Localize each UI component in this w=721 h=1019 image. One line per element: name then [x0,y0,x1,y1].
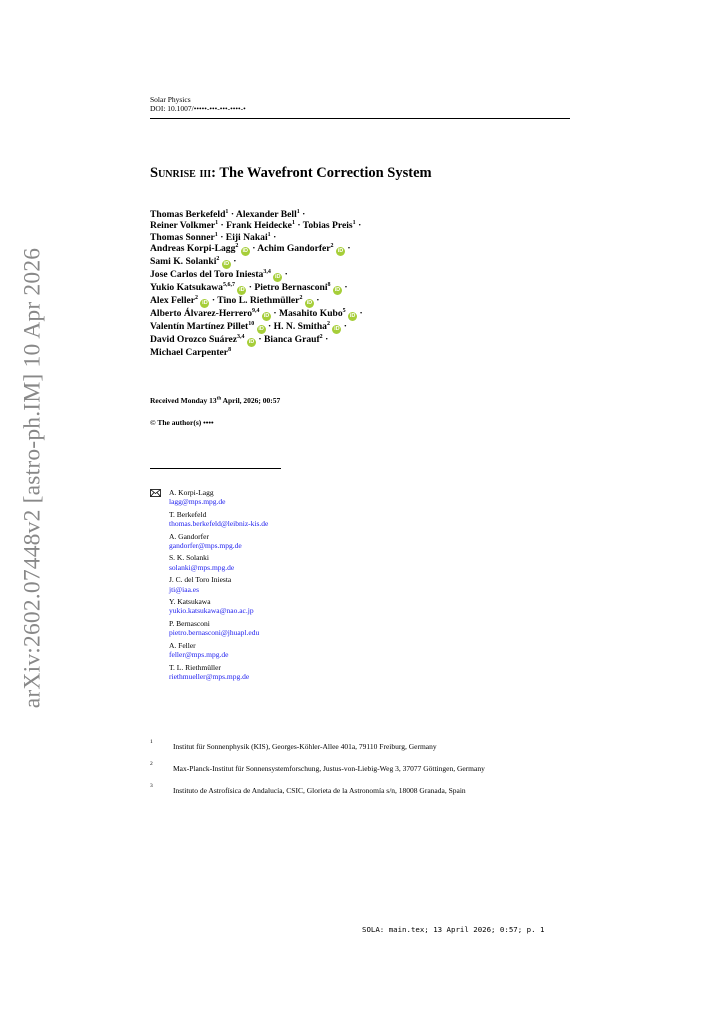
author-separator: · [284,269,288,281]
author-affiliation-mark: 3,4 [237,334,245,341]
contact-email-link[interactable]: feller@mps.mpg.de [169,650,229,660]
contact-name: T. Berkefeld [169,509,207,519]
author-affiliation-mark: 10 [248,321,255,328]
author-affiliation-mark: 1 [214,231,218,238]
author-separator: · [358,220,362,232]
contact-name: T. L. Riethmüller [169,662,221,672]
author-line [150,220,580,231]
author-name: Eiji Nakai [225,231,268,243]
author-name: Pietro Bernasconi [254,282,328,294]
author-separator: · [347,243,351,255]
contact-entry [150,575,268,594]
author-affiliation-mark: 2 [299,295,303,302]
author-line [150,256,580,269]
affiliation-entry [150,739,485,764]
author-line [150,243,580,256]
author-line [150,232,580,243]
affiliation-number: 1 [150,739,153,745]
contact-name: P. Bernasconi [169,618,210,628]
author-affiliation-mark: 2 [326,321,330,328]
affiliation-text: Max-Planck-Institut für Sonnensystemforschung, Justus-von-Liebig-Weg 3, 37077 Göttingen, Germany [173,764,485,773]
doi: DOI: 10.1007/•••••-•••-•••-••••-• [150,104,246,113]
author-separator: · [233,256,237,268]
footnote-rule [150,468,281,469]
author-affiliation-mark: 8 [327,282,331,289]
author-affiliation-mark: 1 [215,220,219,227]
author-separator: · [273,308,277,320]
contact-email-link[interactable]: pietro.bernasconi@jhuapl.edu [169,628,260,638]
author-separator: · [220,220,224,232]
affiliation-number: 3 [150,783,153,789]
author-separator: · [258,334,262,346]
affiliation-text: Institut für Sonnenphysik (KIS), Georges-Köhler-Allee 401a, 79110 Freiburg, Germany [173,742,437,751]
contact-entry [150,663,268,682]
author-separator: · [230,209,235,220]
author-separator: · [343,321,347,333]
author-affiliation-mark: 1 [267,231,271,238]
author-separator: · [252,243,256,255]
author-affiliation-mark: 2 [216,256,220,263]
affiliation-text: Instituto de Astrofísica de Andalucía, CSIC, Glorieta de la Astronomía s/n, 18008 Granada, Spain [173,786,466,795]
affiliation-entry [150,783,485,808]
author-line [150,347,580,358]
author-affiliation-mark: 8 [228,347,232,354]
author-name: Tino L. Riethmüller [217,295,300,307]
author-name: Michael Carpenter [150,347,229,359]
orcid-icon[interactable]: iD [202,300,208,307]
author-name: Alberto Álvarez-Herrero [150,308,253,320]
author-name: Tobias Preis [302,220,353,232]
contact-entry [150,641,268,660]
author-name: Masahito Kubo [278,308,343,320]
author-affiliation-mark: 2 [195,295,199,302]
copyright: © The author(s) •••• [150,418,214,427]
author-name: Jose Carlos del Toro Iniesta [150,269,264,281]
orcid-icon[interactable]: iD [275,274,281,281]
orcid-icon[interactable]: iD [263,313,270,320]
contact-name: A. Korpi-Lagg [169,488,214,497]
author-name: Sami K. Solanki [150,256,217,268]
orcid-icon[interactable]: iD [349,313,356,320]
journal-header [150,95,246,113]
contact-entry [150,510,268,529]
contact-entry [150,597,268,616]
received-date: Received Monday 13th April, 2026; 00:57 [150,396,281,405]
contact-email-link[interactable]: thomas.berkefeld@leibniz-kis.de [169,519,269,529]
author-affiliation-mark: 1 [296,208,300,215]
orcid-icon[interactable]: iD [337,248,344,255]
author-line [150,269,580,282]
envelope-icon [150,489,161,497]
author-line [150,282,580,295]
author-affiliation-mark: 2 [330,243,334,250]
contact-list [150,488,268,684]
contact-email-link[interactable]: gandorfer@mps.mpg.de [169,541,242,551]
author-name: H. N. Smitha [273,321,327,333]
author-affiliation-mark: 1 [352,220,356,227]
contact-name: Y. Katsukawa [169,597,211,607]
contact-email-link[interactable]: solanki@mps.mpg.de [169,562,235,572]
orcid-icon[interactable]: iD [223,261,230,268]
arxiv-identifier[interactable]: arXiv:2602.07448v2 [astro-ph.IM] 10 Apr 2026 [19,247,46,709]
author-name: Bianca Grauf [263,334,320,346]
contact-entry [150,619,268,638]
author-name: Andreas Korpi-Lagg [150,243,236,255]
author-affiliation-mark: 1 [291,220,295,227]
author-line [150,295,580,308]
author-separator: · [316,295,320,307]
author-name: Valentín Martínez Pillet [150,321,249,333]
affiliation-number: 2 [150,761,153,767]
author-line [150,308,580,321]
author-line [150,209,580,220]
contact-name: S. K. Solanki [169,553,210,563]
author-affiliation-mark: 1 [225,208,229,215]
title-rest: : The Wavefront Correction System [211,165,432,181]
journal-name: Solar Physics [150,95,191,104]
author-name: Reiner Volkmer [150,220,216,232]
contact-email-link[interactable]: riethmueller@mps.mpg.de [169,671,250,681]
contact-entry [150,553,268,572]
author-name: Yukio Katsukawa [150,282,223,294]
title-instrument: Sunrise iii [150,165,212,181]
author-separator: · [325,334,329,346]
author-separator: · [344,282,348,294]
author-separator: · [297,220,301,232]
paper-title [150,165,432,182]
author-separator: · [273,231,277,243]
author-name: Alexander Bell [235,209,297,220]
orcid-icon[interactable]: iD [248,339,255,346]
author-name: Thomas Berkefeld [150,209,226,220]
author-list [150,209,580,359]
orcid-icon[interactable]: iD [242,248,249,255]
author-name: Achim Gandorfer [257,243,331,255]
author-name: Frank Heidecke [226,220,292,232]
author-affiliation-mark: 2 [235,243,239,250]
author-separator: · [268,321,272,333]
orcid-icon[interactable]: iD [334,287,341,294]
author-separator: · [211,295,216,307]
orcid-icon[interactable]: iD [306,300,313,307]
author-separator: · [248,282,252,294]
author-separator: · [302,209,306,220]
affiliation-entry [150,761,485,786]
contact-email-link[interactable]: yukio.katsukawa@nao.ac.jp [169,606,254,616]
orcid-icon[interactable]: iD [239,287,245,294]
author-name: Thomas Sonner [150,231,215,243]
contact-name: A. Gandorfer [169,531,209,541]
author-name: David Orozco Suárez [150,334,238,346]
header-rule [150,118,570,119]
author-separator: · [359,308,363,320]
orcid-icon[interactable]: iD [334,326,340,333]
page-footer: SOLA: main.tex; 13 April 2026; 0:57; p. 1 [362,925,545,934]
author-name: Alex Feller [150,295,196,307]
author-affiliation-mark: 5,6,7 [222,282,235,289]
contact-entry [150,488,268,507]
author-affiliation-mark: 2 [319,334,323,341]
author-separator: · [220,231,224,243]
contact-name: A. Feller [169,640,196,650]
author-affiliation-mark: 3,4 [263,269,271,276]
author-affiliation-mark: 5 [342,308,346,315]
affiliation-list [150,739,485,808]
author-line [150,321,580,334]
contact-email-link[interactable]: lagg@mps.mpg.de [169,497,226,507]
orcid-icon[interactable]: iD [258,326,264,333]
author-line [150,334,580,347]
contact-entry [150,532,268,551]
author-affiliation-mark: 9,4 [252,308,260,315]
contact-email-link[interactable]: jti@iaa.es [169,584,200,594]
arxiv-sidebar [0,0,70,1019]
contact-name: J. C. del Toro Iniesta [169,575,232,585]
